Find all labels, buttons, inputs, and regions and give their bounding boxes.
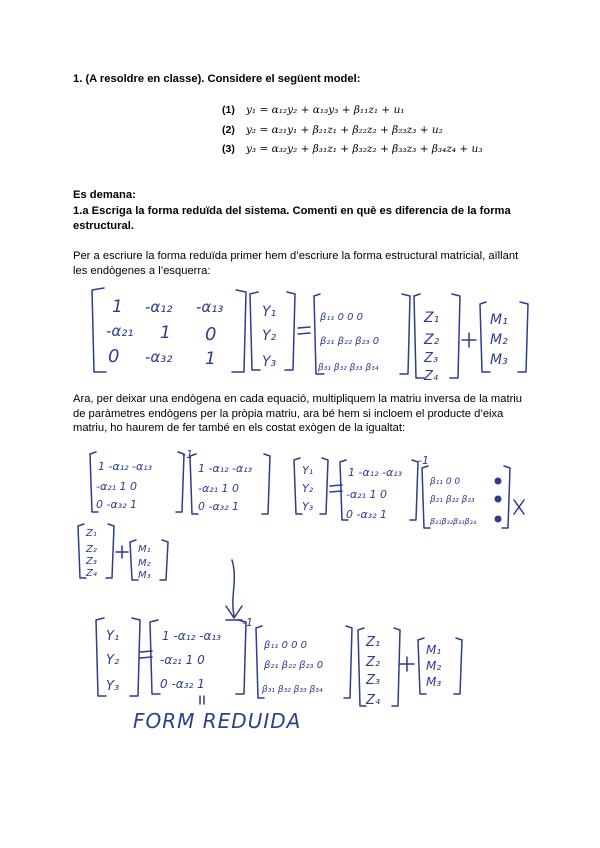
svg-text:M₃: M₃ — [138, 570, 151, 581]
svg-text:Z₁: Z₁ — [366, 635, 381, 650]
svg-text:1 -α₁₂ -α₁₃: 1 -α₁₂ -α₁₃ — [348, 466, 403, 479]
svg-text:-α₂₁ 1 0: -α₂₁ 1 0 — [198, 482, 240, 495]
svg-text:0 -α₃₂ 1: 0 -α₃₂ 1 — [160, 677, 205, 691]
svg-text:M₂: M₂ — [490, 332, 508, 348]
svg-text:M₁: M₁ — [426, 643, 442, 657]
reduced-form-label: FORM REDUIDA — [133, 709, 302, 733]
svg-text:Y₂: Y₂ — [106, 653, 120, 668]
svg-text:Z₁: Z₁ — [86, 528, 97, 539]
svg-text:-α₁₂: -α₁₂ — [145, 298, 173, 316]
svg-text:-α₂₁ 1 0: -α₂₁ 1 0 — [346, 488, 388, 501]
svg-text:Y₁: Y₁ — [302, 464, 314, 477]
svg-text:Z₁: Z₁ — [424, 310, 440, 326]
svg-text:Z₂: Z₂ — [366, 655, 381, 670]
svg-text:Z₄: Z₄ — [366, 693, 381, 708]
svg-text:β₂₁ β₂₂ β₂₃: β₂₁ β₂₂ β₂₃ — [430, 495, 475, 505]
svg-text:Y₂: Y₂ — [302, 482, 314, 495]
svg-text:0 -α₃₂ 1: 0 -α₃₂ 1 — [198, 500, 240, 513]
svg-text:β₂₁ β₂₂ β₂₃ 0: β₂₁ β₂₂ β₂₃ 0 — [320, 336, 380, 347]
question-heading: Es demana: — [73, 189, 136, 201]
svg-text:1: 1 — [112, 297, 123, 317]
svg-text:β₃₁ β₃₂ β₃₃ β₃₄: β₃₁ β₃₂ β₃₃ β₃₄ — [262, 685, 323, 695]
equation-number: (2) — [222, 123, 235, 136]
equation-expression: y₁ = α₁₂y₂ + α₁₃y₃ + β₁₁z₁ + u₁ — [246, 104, 405, 116]
svg-text:Z₃: Z₃ — [424, 351, 439, 366]
svg-text:M₂: M₂ — [138, 558, 151, 569]
svg-text:M₂: M₂ — [426, 659, 442, 673]
svg-text:Y₁: Y₁ — [262, 304, 277, 320]
svg-text:-α₂₁: -α₂₁ — [106, 322, 134, 340]
svg-text:β₁₁ 0 0: β₁₁ 0 0 — [430, 477, 461, 487]
svg-text:Y₃: Y₃ — [106, 679, 120, 694]
svg-text:-1: -1 — [242, 616, 253, 629]
equation-number: (1) — [222, 104, 235, 116]
equation-expression: y₃ = α₃₂y₂ + β₃₁z₁ + β₃₂z₂ + β₃₃z₃ + β₃₄z₄ + u₃ — [246, 143, 483, 155]
svg-text:β₃₁β₃₂β₃₃β₃₄: β₃₁β₃₂β₃₃β₃₄ — [430, 517, 477, 526]
svg-text:Z₂: Z₂ — [424, 332, 440, 348]
svg-text:0: 0 — [205, 324, 217, 345]
svg-text:β₁₁ 0 0 0: β₁₁ 0 0 0 — [320, 312, 364, 323]
svg-text:-α₃₂: -α₃₂ — [145, 348, 173, 366]
svg-text:Z₄: Z₄ — [424, 369, 439, 384]
svg-text:Y₁: Y₁ — [106, 629, 120, 644]
svg-text:1 -α₁₂ -α₁₃: 1 -α₁₂ -α₁₃ — [198, 462, 253, 475]
paragraph-inverse: Ara, per deixar una endògena en cada equació, multipliquem la matriu inversa de la matriu de paràmetres endògens per la pròpia matriu, ara bé hem si incloem el producte d’eixa matriu, ho haurem de fer també en els costat exògen de la igualtat: — [73, 393, 523, 435]
svg-text:-α₁₃: -α₁₃ — [196, 298, 224, 316]
svg-text:β₁₁ 0 0 0: β₁₁ 0 0 0 — [264, 640, 308, 651]
svg-text:M₃: M₃ — [426, 675, 442, 689]
svg-text:Y₃: Y₃ — [302, 500, 314, 513]
svg-text:-1: -1 — [182, 448, 193, 461]
svg-text:M₁: M₁ — [138, 544, 151, 555]
svg-text:β₂₁ β₂₂ β₂₃ 0: β₂₁ β₂₂ β₂₃ 0 — [264, 660, 324, 671]
svg-text:1 -α₁₂ -α₁₃: 1 -α₁₂ -α₁₃ — [98, 460, 153, 473]
svg-text:0 -α₃₂ 1: 0 -α₃₂ 1 — [346, 508, 388, 521]
svg-text:-1: -1 — [418, 454, 429, 467]
svg-text:M₁: M₁ — [490, 312, 508, 328]
svg-text:0: 0 — [108, 346, 120, 367]
question-item: 1.a Escriga la forma reduïda del sistema. Comenti en què es diferencia de la forma estructural. — [73, 205, 511, 232]
equation-number: (3) — [222, 143, 235, 155]
svg-text:Y₂: Y₂ — [262, 328, 277, 344]
svg-text:-α₂₁ 1 0: -α₂₁ 1 0 — [160, 653, 205, 667]
section-title: 1. (A resoldre en classe). Considere el següent model: — [73, 73, 361, 85]
svg-text:Z₂: Z₂ — [86, 544, 97, 555]
svg-text:0 -α₃₂ 1: 0 -α₃₂ 1 — [96, 498, 138, 511]
svg-text:Z₃: Z₃ — [86, 556, 97, 567]
svg-text:M₃: M₃ — [490, 352, 508, 368]
svg-text:1: 1 — [205, 349, 216, 369]
svg-text:-α₂₁ 1 0: -α₂₁ 1 0 — [96, 480, 138, 493]
svg-text:Y₃: Y₃ — [262, 354, 277, 370]
svg-text:Z₄: Z₄ — [86, 568, 97, 579]
svg-text:β₃₁ β₃₂ β₃₃ β₃₄: β₃₁ β₃₂ β₃₃ β₃₄ — [318, 363, 379, 373]
paragraph-structural: Per a escriure la forma reduïda primer hem d’escriure la forma estructural matricial, aïllant les endògenes a l’esquerra: — [73, 250, 519, 277]
svg-text:1 -α₁₂ -α₁₃: 1 -α₁₂ -α₁₃ — [162, 629, 221, 643]
svg-text:1: 1 — [160, 323, 171, 343]
equation-expression: y₂ = α₂₁y₁ + β₂₁z₁ + β₂₂z₂ + β₂₃z₃ + u₂ — [246, 123, 443, 136]
svg-text:Z₃: Z₃ — [366, 673, 381, 688]
